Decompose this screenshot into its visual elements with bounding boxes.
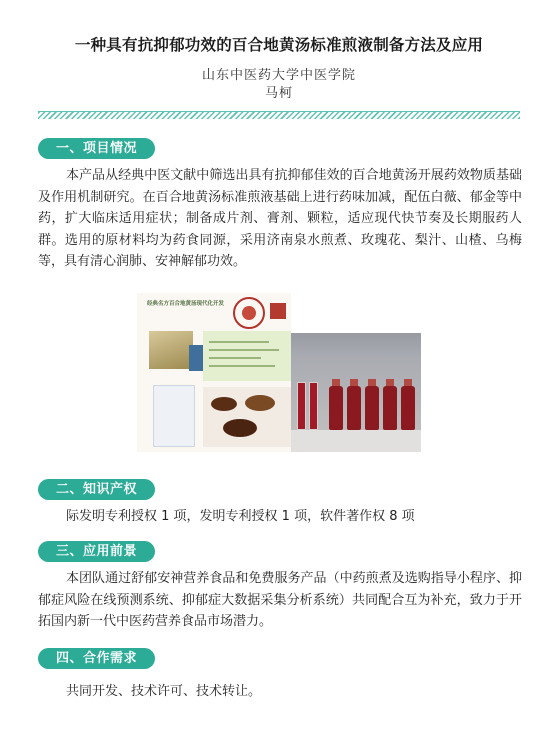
vial bbox=[297, 382, 306, 430]
section-text-project: 本产品从经典中医文献中筛选出具有抗抑郁佳效的百合地黄汤开展药效物质基础及作用机制研究。在百合地黄汤标准煎液基础上进行药味加减，配伍白薇、郁金等中药，扩大临床适用症状；制备成片剂、膏剂、颗粒，适应现代快节奏及长期服药人群。选用的原材料均为药食同源，采用济南泉水煎煮、玫瑰花、梨汁、山楂、乌梅等，具有清心润肺、安神解郁功效。 bbox=[38, 168, 522, 269]
organization: 山东中医药大学中医学院 bbox=[201, 68, 356, 83]
decoction-bowls-image bbox=[203, 387, 291, 447]
info-line bbox=[209, 357, 261, 359]
bottle bbox=[329, 386, 343, 430]
figure-caption: 经典名方百合地黄汤现代化开发 bbox=[147, 301, 225, 307]
section-text-cooperation: 共同开发、技术许可、技术转让。 bbox=[66, 684, 262, 699]
product-box-image bbox=[149, 331, 193, 369]
section-heading-ip: 二、知识产权 bbox=[38, 479, 155, 500]
bottle bbox=[347, 386, 361, 430]
bottle bbox=[401, 386, 415, 430]
section-text-ip: 际发明专利授权 1 项，发明专利授权 1 项，软件著作权 8 项 bbox=[66, 509, 415, 524]
product-package-image bbox=[153, 385, 195, 447]
university-seal-image bbox=[233, 297, 265, 329]
product-info-panel bbox=[203, 331, 291, 381]
author: 马柯 bbox=[264, 86, 293, 101]
product-figure bbox=[137, 293, 421, 452]
info-line bbox=[209, 349, 279, 351]
vial bbox=[309, 382, 318, 430]
section-heading-project: 一、项目情况 bbox=[38, 138, 155, 159]
info-line bbox=[209, 365, 275, 367]
section-heading-prospects: 三、应用前景 bbox=[38, 541, 155, 562]
bottle bbox=[365, 386, 379, 430]
bottle bbox=[383, 386, 397, 430]
section-heading-cooperation: 四、合作需求 bbox=[38, 648, 155, 669]
section-text-prospects: 本团队通过舒郁安神营养食品和免费服务产品（中药煎煮及选购指导小程序、抑郁症风险在线预测系统、抑郁症大数据采集分析系统）共同配合互为补充，致力于开拓国内新一代中医药营养食品市场潜力。 bbox=[38, 571, 522, 629]
lab-bench bbox=[291, 430, 421, 452]
lab-photo-top bbox=[291, 293, 421, 333]
header-divider bbox=[38, 112, 520, 119]
brand-logo-image bbox=[270, 303, 286, 319]
document-title: 一种具有抗抑郁功效的百合地黄汤标准煎液制备方法及应用 bbox=[74, 36, 484, 54]
info-line bbox=[209, 341, 269, 343]
